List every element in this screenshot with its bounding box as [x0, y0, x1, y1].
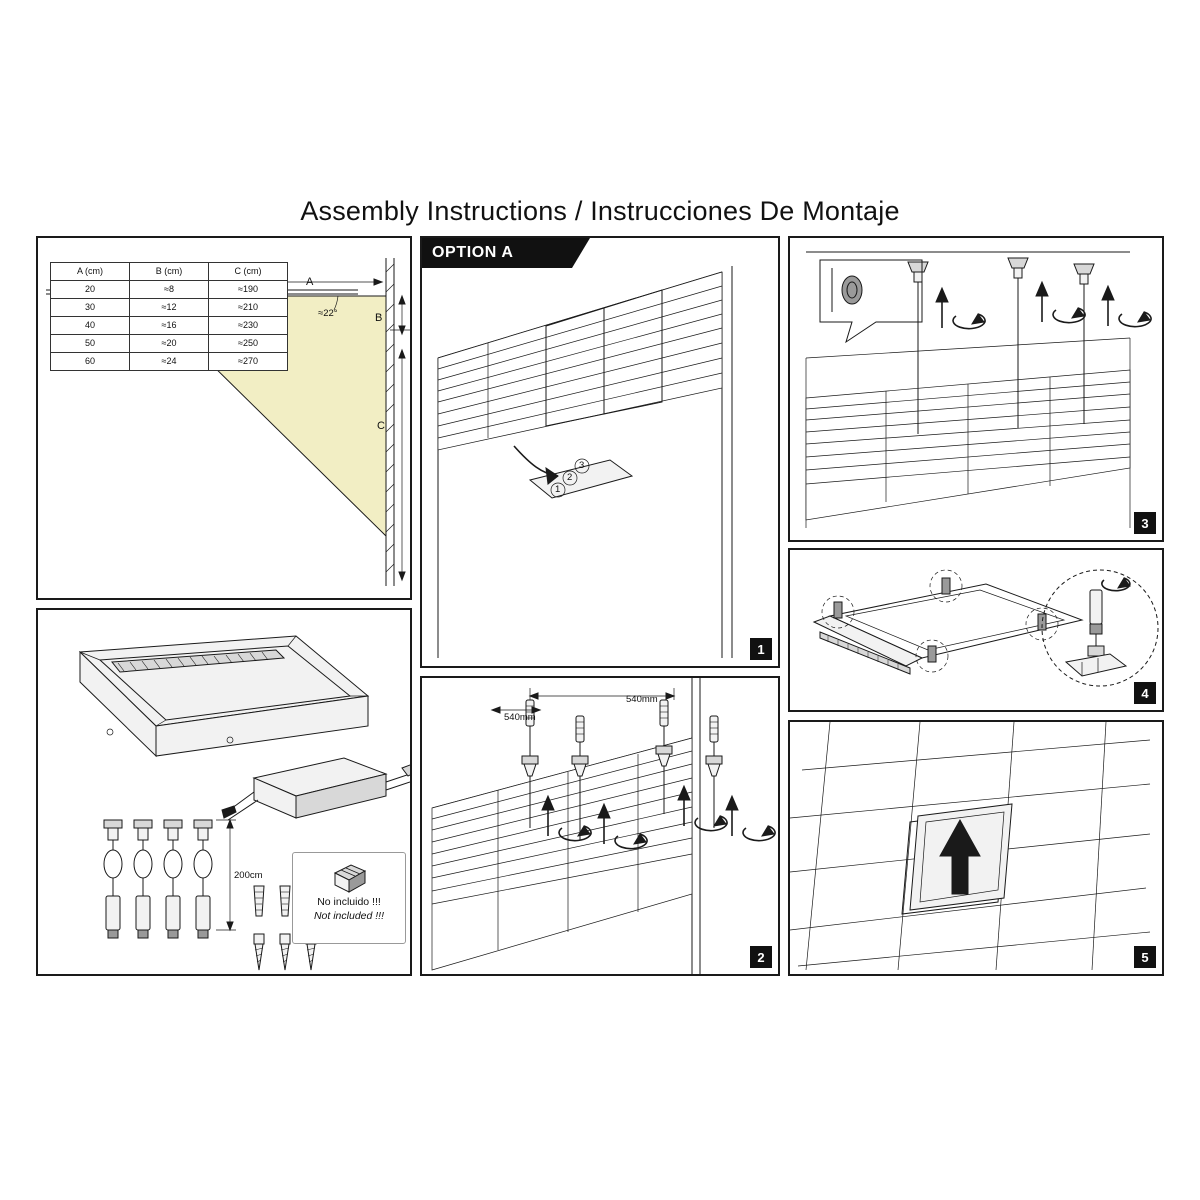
table-header-a: A (cm) — [51, 263, 130, 281]
cell-a: 60 — [51, 353, 130, 371]
panel-luminaire-icon — [80, 636, 368, 756]
detail-zoom — [1042, 570, 1158, 686]
step-5-badge: 5 — [1134, 946, 1156, 968]
not-included-en: Not included !!! — [313, 910, 385, 923]
step-2-badge: 2 — [750, 946, 772, 968]
cell-a: 30 — [51, 299, 130, 317]
not-included-es: No incluido !!! — [317, 896, 381, 908]
step-3-drawing — [790, 238, 1162, 540]
label-dim-vertical: 540mm — [504, 712, 536, 723]
table-header-row — [51, 263, 288, 281]
step-1-drawing — [422, 238, 778, 666]
step-1-panel — [420, 236, 780, 668]
cell-a: 40 — [51, 317, 130, 335]
driver-icon — [222, 758, 410, 820]
cell-a: 50 — [51, 335, 130, 353]
parts-panel — [36, 608, 412, 976]
table-row — [51, 281, 288, 299]
not-included-box — [292, 852, 406, 944]
table-header-c: C (cm) — [209, 263, 288, 281]
label-dim-a: A — [306, 276, 314, 288]
label-dim-b: B — [375, 312, 383, 324]
label-cable-length: 200cm — [234, 870, 263, 881]
suspension-kit-icons — [104, 820, 236, 938]
cell-c: ≈270 — [209, 353, 288, 371]
callout-2: 2 — [567, 472, 573, 483]
page-title: Assembly Instructions / Instrucciones De Montaje — [300, 196, 900, 226]
label-dim-c: C — [377, 420, 385, 432]
dimension-table — [50, 262, 288, 371]
table-row — [51, 317, 288, 335]
step-2-drawing — [422, 678, 778, 974]
cell-b: ≈12 — [130, 299, 209, 317]
table-row — [51, 353, 288, 371]
table-row — [51, 335, 288, 353]
step-4-drawing — [790, 550, 1162, 710]
cell-c: ≈190 — [209, 281, 288, 299]
step-2-panel — [420, 676, 780, 976]
beam-dim-arrows — [394, 280, 410, 590]
label-beam-angle: ≈22° — [318, 308, 338, 319]
step-3-panel — [788, 236, 1164, 542]
terminal-block-icon — [329, 859, 369, 895]
table-row — [51, 299, 288, 317]
step-5-drawing — [790, 722, 1162, 974]
step-4-panel — [788, 548, 1164, 712]
step-5-panel — [788, 720, 1164, 976]
option-a-label: OPTION A — [432, 244, 514, 261]
cell-c: ≈250 — [209, 335, 288, 353]
callout-3: 3 — [579, 460, 585, 471]
detail-callout — [820, 260, 922, 342]
label-dim-horizontal: 540mm — [626, 694, 658, 705]
cell-b: ≈16 — [130, 317, 209, 335]
cell-a: 20 — [51, 281, 130, 299]
cell-c: ≈210 — [209, 299, 288, 317]
cell-b: ≈24 — [130, 353, 209, 371]
cell-b: ≈20 — [130, 335, 209, 353]
step-1-badge: 1 — [750, 638, 772, 660]
step-3-badge: 3 — [1134, 512, 1156, 534]
cell-c: ≈230 — [209, 317, 288, 335]
step-4-badge: 4 — [1134, 682, 1156, 704]
table-header-b: B (cm) — [130, 263, 209, 281]
callout-1: 1 — [555, 484, 561, 495]
option-a-bar — [422, 238, 572, 268]
cell-b: ≈8 — [130, 281, 209, 299]
